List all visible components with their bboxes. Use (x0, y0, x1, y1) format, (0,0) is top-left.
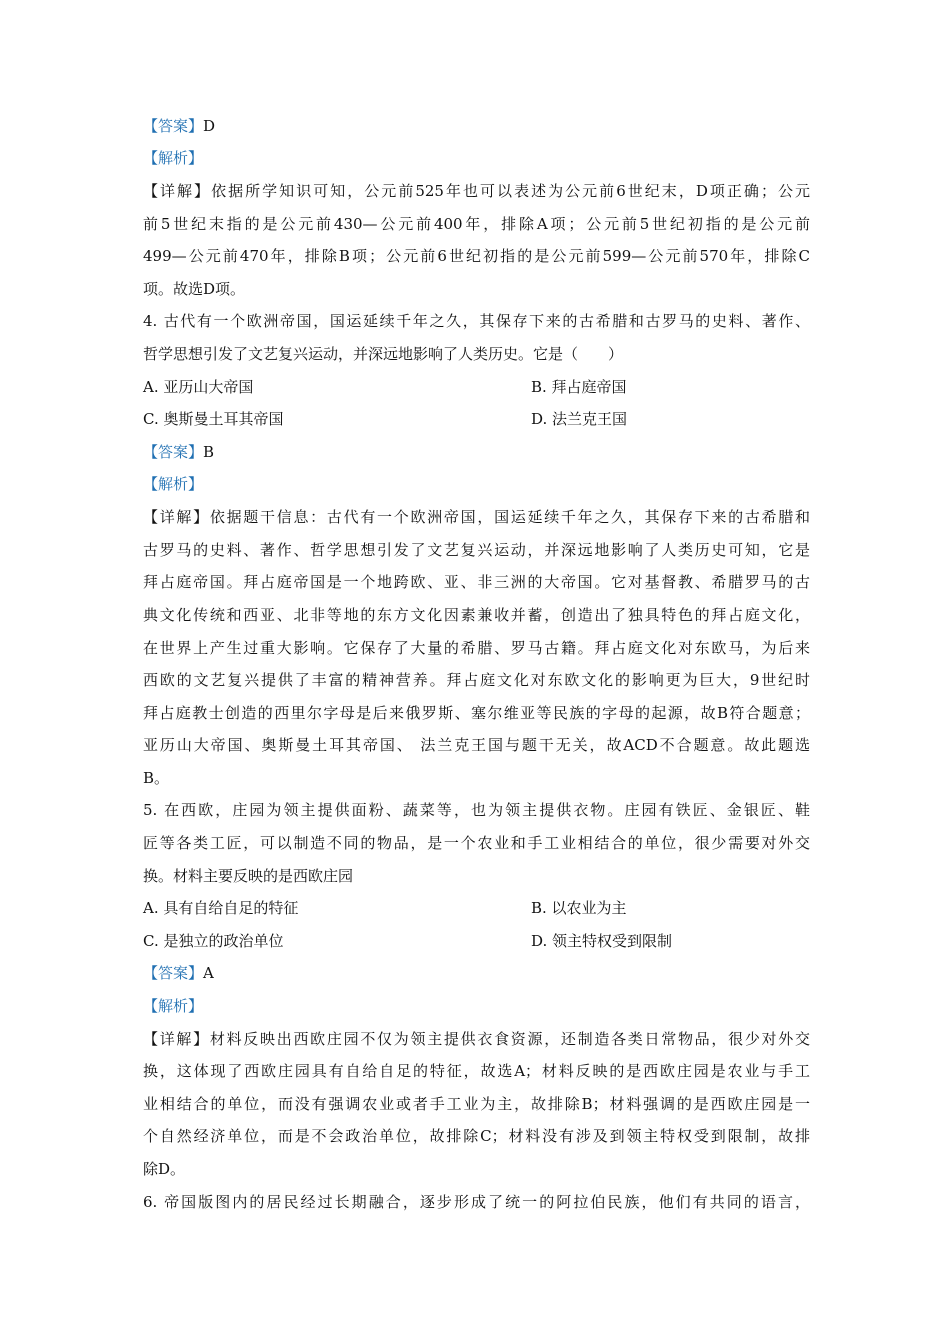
question-stem: 6. 帝国版图内的居民经过长期融合，逐步形成了统一的阿拉伯民族，他们有共同的语言， (143, 1193, 810, 1211)
option-a: A. 具有自给自足的特征 (143, 899, 299, 917)
option-d: D. 法兰克王国 (531, 410, 628, 428)
answer-line (143, 442, 810, 462)
answer-value: B (203, 443, 215, 461)
question-stem: 哲学思想引发了文艺复兴运动，并深远地影响了人类历史。它是（ ） (143, 345, 624, 363)
answer-line (143, 116, 810, 136)
detail-text: 依据题干信息：古代有一个欧洲帝国，国运延续千年之久，其保存下来的古希腊和 (209, 508, 810, 526)
detail-line: 前5世纪末指的是公元前430—公元前400年，排除A项；公元前5世纪初指的是公元前 (143, 215, 810, 233)
detail-line: 499—公元前470年，排除B项；公元前6世纪初指的是公元前599—公元前570年，排除C (143, 247, 810, 265)
detail-line: 项。故选D项。 (143, 280, 246, 298)
answer-value: D (203, 117, 216, 135)
option-d: D. 领主特权受到限制 (531, 932, 673, 950)
answer-tag: 【答案】 (143, 117, 204, 135)
answer-tag: 【答案】 (143, 443, 204, 461)
detail-line: 西欧的文艺复兴提供了丰富的精神营养。拜占庭文化对东欧文化的影响更为巨大，9世纪时 (143, 671, 810, 689)
detail-line: 换，这体现了西欧庄园具有自给自足的特征，故选A；材料反映的是西欧庄园是农业与手工 (143, 1062, 810, 1080)
answer-value: A (203, 964, 214, 982)
detail-line: 业相结合的单位，而没有强调农业或者手工业为主，故排除B；材料强调的是西欧庄园是一 (143, 1095, 810, 1113)
detail-line (143, 507, 810, 527)
question-stem: 匠等各类工匠，可以制造不同的物品，是一个农业和手工业相结合的单位，很少需要对外交 (143, 834, 810, 852)
detail-line: 古罗马的史料、著作、哲学思想引发了文艺复兴运动，并深远地影响了人类历史可知，它是 (143, 541, 810, 559)
question-stem: 4. 古代有一个欧洲帝国，国运延续千年之久，其保存下来的古希腊和古罗马的史料、著作、 (143, 312, 810, 330)
detail-line: 拜占庭教士创造的西里尔字母是后来俄罗斯、塞尔维亚等民族的字母的起源，故B符合题意； (143, 704, 810, 722)
analysis-tag: 【解析】 (143, 149, 204, 167)
detail-line: 典文化传统和西亚、北非等地的东方文化因素兼收并蓄，创造出了独具特色的拜占庭文化， (143, 606, 810, 624)
option-b: B. 拜占庭帝国 (531, 378, 627, 396)
detail-tag: 【详解】 (143, 508, 210, 526)
detail-line: B。 (143, 769, 170, 787)
detail-text: 依据所学知识可知，公元前525年也可以表述为公元前6世纪末，D项正确；公元 (211, 182, 810, 200)
detail-line: 在世界上产生过重大影响。它保存了大量的希腊、罗马古籍。拜占庭文化对东欧马，为后来 (143, 639, 810, 657)
detail-line: 拜占庭帝国。拜占庭帝国是一个地跨欧、亚、非三洲的大帝国。它对基督教、希腊罗马的古 (143, 573, 810, 591)
analysis-tag: 【解析】 (143, 997, 204, 1015)
detail-line: 除D。 (143, 1160, 186, 1178)
option-a: A. 亚历山大帝国 (143, 378, 254, 396)
answer-line (143, 963, 810, 983)
answer-tag: 【答案】 (143, 964, 204, 982)
detail-tag: 【详解】 (143, 1030, 210, 1048)
option-b: B. 以农业为主 (531, 899, 627, 917)
question-stem: 5. 在西欧，庄园为领主提供面粉、蔬菜等，也为领主提供衣物。庄园有铁匠、金银匠、鞋 (143, 801, 810, 819)
question-stem: 换。材料主要反映的是西欧庄园 (143, 867, 354, 885)
detail-line (143, 181, 810, 201)
option-c: C. 是独立的政治单位 (143, 932, 284, 950)
detail-line: 个自然经济单位，而是不会政治单位，故排除C；材料没有涉及到领主特权受到限制，故排 (143, 1127, 810, 1145)
detail-text: 材料反映出西欧庄园不仅为领主提供衣食资源，还制造各类日常物品，很少对外交 (209, 1030, 810, 1048)
detail-line (143, 1029, 810, 1049)
option-c: C. 奥斯曼土耳其帝国 (143, 410, 284, 428)
detail-line: 亚历山大帝国、奥斯曼土耳其帝国、 法兰克王国与题干无关，故ACD不合题意。故此题选 (143, 736, 810, 754)
detail-tag: 【详解】 (143, 182, 212, 200)
analysis-tag: 【解析】 (143, 475, 204, 493)
